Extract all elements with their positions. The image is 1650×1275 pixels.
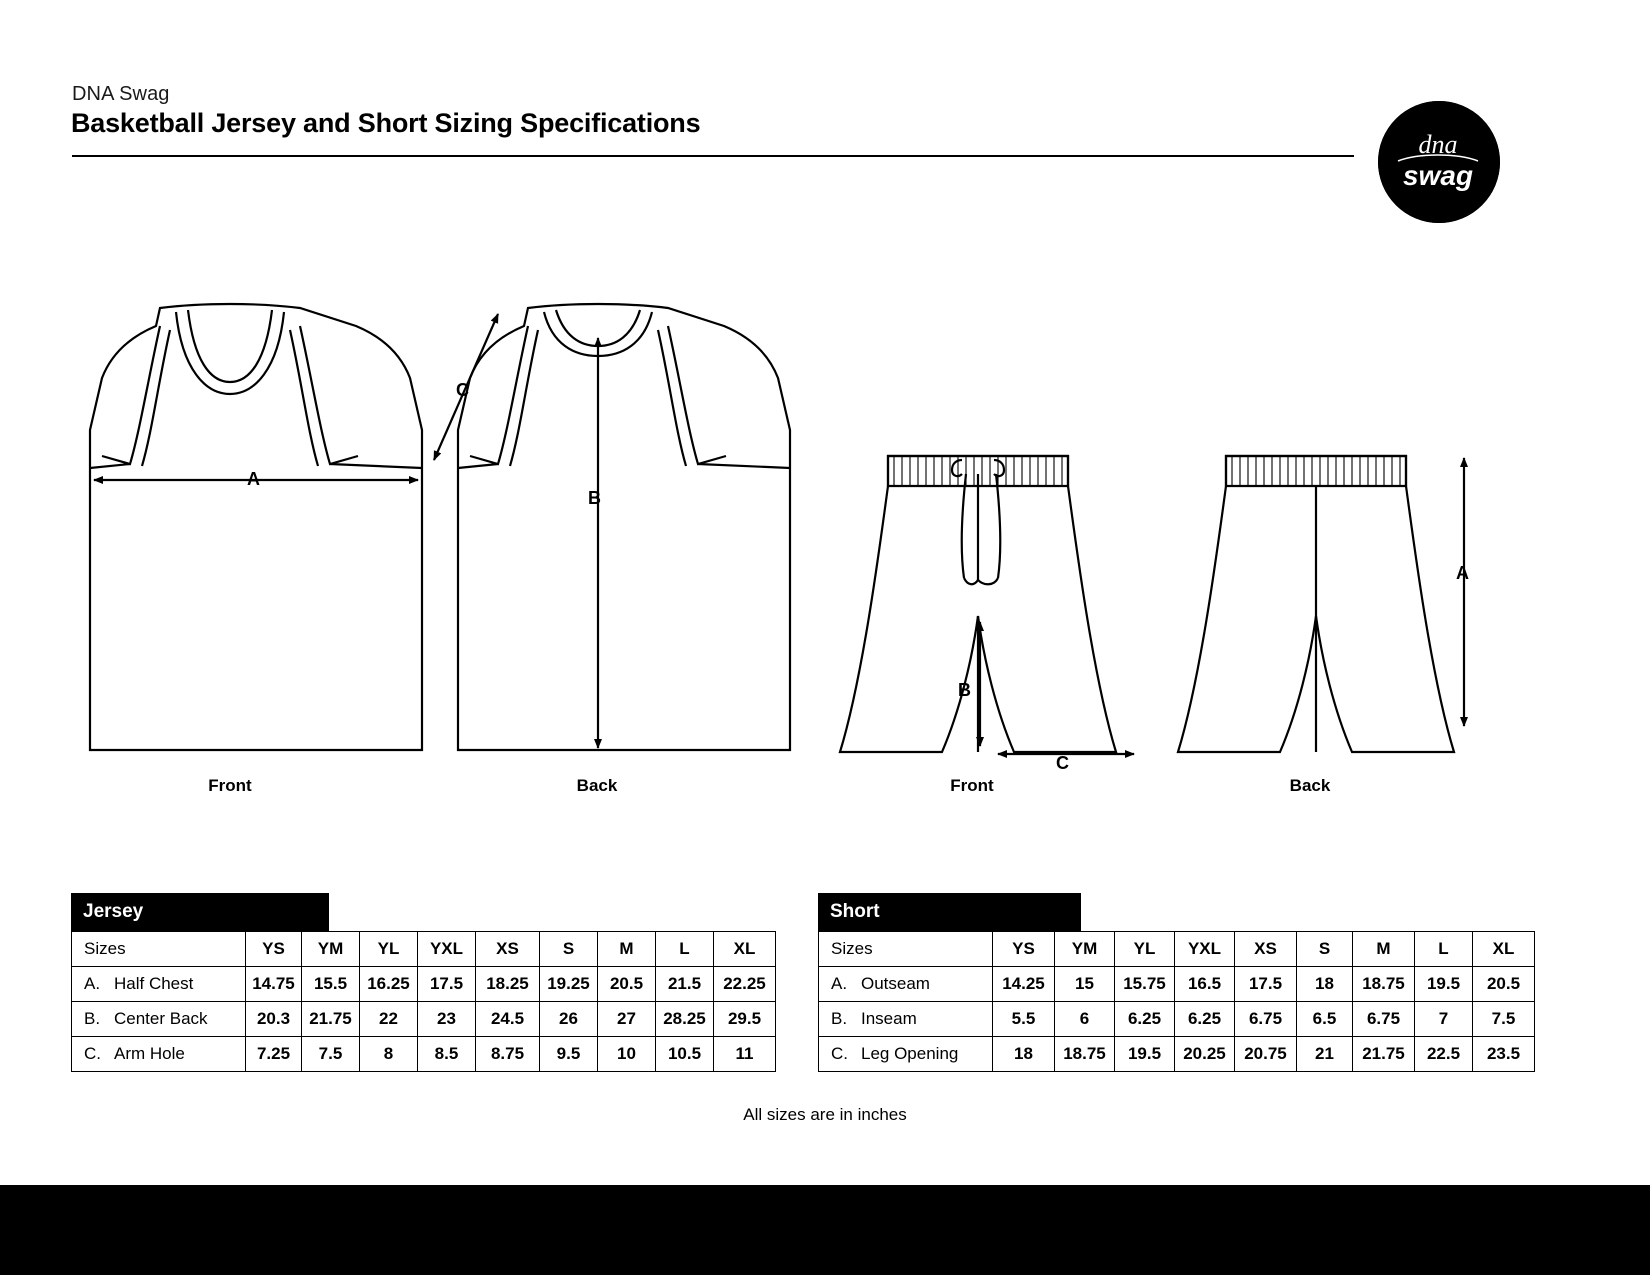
dna-swag-logo bbox=[1378, 101, 1500, 223]
row-name: Half Chest bbox=[114, 974, 194, 993]
row-letter: B. bbox=[831, 1009, 848, 1028]
cell-value: 10 bbox=[598, 1037, 656, 1072]
cell-value: 7.5 bbox=[1473, 1002, 1535, 1037]
size-header-yxl: YXL bbox=[1175, 932, 1235, 967]
size-header-s: S bbox=[1297, 932, 1353, 967]
cell-value: 29.5 bbox=[714, 1002, 776, 1037]
jersey-dimension-label-a: A bbox=[247, 469, 260, 489]
table-row bbox=[819, 967, 1535, 1002]
cell-value: 27 bbox=[598, 1002, 656, 1037]
cell-value: 6.25 bbox=[1115, 1002, 1175, 1037]
cell-value: 8.75 bbox=[476, 1037, 540, 1072]
table-row bbox=[819, 1037, 1535, 1072]
size-header-xs: XS bbox=[476, 932, 540, 967]
cell-value: 17.5 bbox=[418, 967, 476, 1002]
cell-value: 22 bbox=[360, 1002, 418, 1037]
table-row-sizes bbox=[72, 932, 776, 967]
short-dimension-label-b: B bbox=[958, 680, 971, 700]
size-header-l: L bbox=[656, 932, 714, 967]
cell-value: 21.75 bbox=[302, 1002, 360, 1037]
cell-value: 20.5 bbox=[598, 967, 656, 1002]
cell-value: 19.5 bbox=[1415, 967, 1473, 1002]
size-header-ym: YM bbox=[1055, 932, 1115, 967]
size-header-s: S bbox=[540, 932, 598, 967]
size-header-ys: YS bbox=[993, 932, 1055, 967]
row-name: Center Back bbox=[114, 1009, 208, 1028]
svg-text:dna: dna bbox=[1418, 130, 1458, 159]
cell-value: 9.5 bbox=[540, 1037, 598, 1072]
cell-value: 15.5 bbox=[302, 967, 360, 1002]
cell-value: 7.5 bbox=[302, 1037, 360, 1072]
row-letter: C. bbox=[84, 1044, 101, 1063]
table-row-sizes bbox=[819, 932, 1535, 967]
size-header-ym: YM bbox=[302, 932, 360, 967]
jersey-table-title: Jersey bbox=[71, 893, 329, 931]
row-label-arm-hole bbox=[72, 1037, 246, 1072]
cell-value: 8 bbox=[360, 1037, 418, 1072]
jersey-front-caption: Front bbox=[208, 776, 252, 795]
page-title: Basketball Jersey and Short Sizing Specifications bbox=[71, 108, 701, 138]
cell-value: 28.25 bbox=[656, 1002, 714, 1037]
cell-value: 21 bbox=[1297, 1037, 1353, 1072]
cell-value: 18.75 bbox=[1055, 1037, 1115, 1072]
cell-value: 14.25 bbox=[993, 967, 1055, 1002]
cell-value: 10.5 bbox=[656, 1037, 714, 1072]
cell-value: 6.25 bbox=[1175, 1002, 1235, 1037]
cell-value: 22.25 bbox=[714, 967, 776, 1002]
cell-value: 20.5 bbox=[1473, 967, 1535, 1002]
cell-value: 15 bbox=[1055, 967, 1115, 1002]
row-label-outseam bbox=[819, 967, 993, 1002]
row-name: Arm Hole bbox=[114, 1044, 185, 1063]
cell-value: 22.5 bbox=[1415, 1037, 1473, 1072]
cell-value: 18 bbox=[993, 1037, 1055, 1072]
size-header-l: L bbox=[1415, 932, 1473, 967]
cell-value: 6.5 bbox=[1297, 1002, 1353, 1037]
cell-value: 14.75 bbox=[246, 967, 302, 1002]
short-dimension-label-c: C bbox=[1056, 753, 1069, 773]
cell-value: 23.5 bbox=[1473, 1037, 1535, 1072]
row-letter: B. bbox=[84, 1009, 101, 1028]
cell-value: 23 bbox=[418, 1002, 476, 1037]
cell-value: 7 bbox=[1415, 1002, 1473, 1037]
row-name: Outseam bbox=[861, 974, 930, 993]
size-header-yl: YL bbox=[1115, 932, 1175, 967]
row-name: Inseam bbox=[861, 1009, 917, 1028]
cell-value: 6.75 bbox=[1353, 1002, 1415, 1037]
sizes-label: Sizes bbox=[819, 932, 993, 967]
size-header-xs: XS bbox=[1235, 932, 1297, 967]
cell-value: 11 bbox=[714, 1037, 776, 1072]
row-label-center-back bbox=[72, 1002, 246, 1037]
short-front-caption: Front bbox=[950, 776, 994, 795]
row-letter: A. bbox=[831, 974, 848, 993]
jersey-measurements-table bbox=[71, 931, 776, 1072]
cell-value: 21.75 bbox=[1353, 1037, 1415, 1072]
size-header-yxl: YXL bbox=[418, 932, 476, 967]
short-measurements-table bbox=[818, 931, 1535, 1072]
size-header-yl: YL bbox=[360, 932, 418, 967]
technical-drawings bbox=[0, 260, 1650, 820]
cell-value: 20.3 bbox=[246, 1002, 302, 1037]
cell-value: 19.5 bbox=[1115, 1037, 1175, 1072]
cell-value: 19.25 bbox=[540, 967, 598, 1002]
jersey-dimension-label-b: B bbox=[588, 488, 601, 508]
cell-value: 6 bbox=[1055, 1002, 1115, 1037]
cell-value: 24.5 bbox=[476, 1002, 540, 1037]
jersey-back-caption: Back bbox=[576, 776, 618, 795]
short-table-title: Short bbox=[818, 893, 1081, 931]
cell-value: 16.25 bbox=[360, 967, 418, 1002]
row-label-half-chest bbox=[72, 967, 246, 1002]
cell-value: 5.5 bbox=[993, 1002, 1055, 1037]
row-letter: A. bbox=[84, 974, 101, 993]
cell-value: 8.5 bbox=[418, 1037, 476, 1072]
sizes-label: Sizes bbox=[72, 932, 246, 967]
units-footnote: All sizes are in inches bbox=[743, 1105, 907, 1124]
cell-value: 18.75 bbox=[1353, 967, 1415, 1002]
short-spec-table bbox=[818, 893, 1535, 1072]
jersey-dimension-label-c: C bbox=[456, 380, 469, 400]
cell-value: 20.25 bbox=[1175, 1037, 1235, 1072]
cell-value: 21.5 bbox=[656, 967, 714, 1002]
cell-value: 7.25 bbox=[246, 1037, 302, 1072]
short-dimension-label-a: A bbox=[1456, 563, 1469, 583]
jersey-spec-table bbox=[71, 893, 776, 1072]
cell-value: 6.75 bbox=[1235, 1002, 1297, 1037]
row-label-leg-opening bbox=[819, 1037, 993, 1072]
row-label-inseam bbox=[819, 1002, 993, 1037]
brand-name: DNA Swag bbox=[72, 83, 170, 105]
footer-bar bbox=[0, 1185, 1650, 1275]
table-row bbox=[819, 1002, 1535, 1037]
size-header-m: M bbox=[1353, 932, 1415, 967]
cell-value: 17.5 bbox=[1235, 967, 1297, 1002]
cell-value: 18 bbox=[1297, 967, 1353, 1002]
table-row bbox=[72, 1037, 776, 1072]
size-header-xl: XL bbox=[1473, 932, 1535, 967]
cell-value: 16.5 bbox=[1175, 967, 1235, 1002]
short-back-caption: Back bbox=[1289, 776, 1331, 795]
row-name: Leg Opening bbox=[861, 1044, 959, 1063]
cell-value: 26 bbox=[540, 1002, 598, 1037]
header-divider bbox=[72, 155, 1354, 157]
size-header-ys: YS bbox=[246, 932, 302, 967]
svg-text:swag: swag bbox=[1402, 160, 1474, 191]
cell-value: 20.75 bbox=[1235, 1037, 1297, 1072]
size-header-m: M bbox=[598, 932, 656, 967]
table-row bbox=[72, 1002, 776, 1037]
size-header-xl: XL bbox=[714, 932, 776, 967]
garment-illustrations bbox=[0, 260, 1650, 820]
row-letter: C. bbox=[831, 1044, 848, 1063]
cell-value: 18.25 bbox=[476, 967, 540, 1002]
table-row bbox=[72, 967, 776, 1002]
cell-value: 15.75 bbox=[1115, 967, 1175, 1002]
